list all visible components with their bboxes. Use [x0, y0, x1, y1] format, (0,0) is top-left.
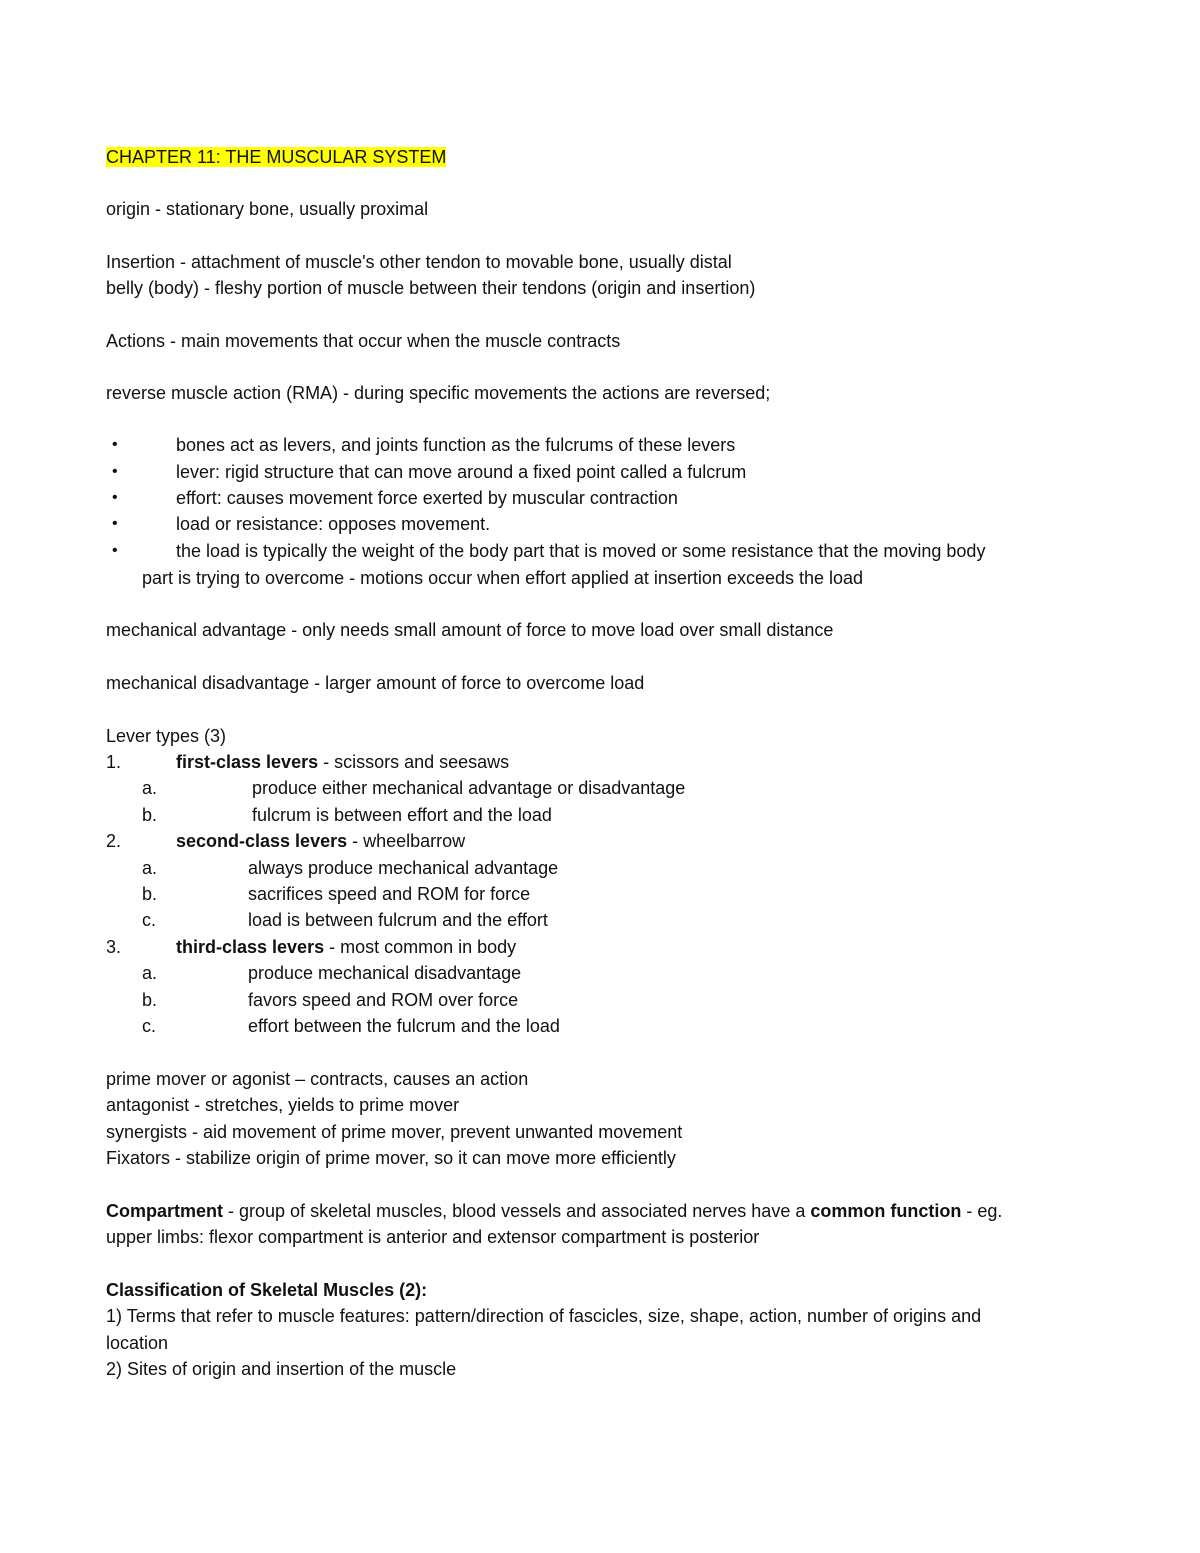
lever-item: [176, 830, 465, 852]
sub-letter: c.: [142, 1016, 157, 1036]
lever-number: 3.: [106, 937, 122, 957]
lever-number: 2.: [106, 831, 122, 851]
bullet-item: load or resistance: opposes movement.: [176, 514, 491, 534]
lever-item: [176, 751, 509, 773]
sub-item: produce either mechanical advantage or disadvantage: [252, 778, 686, 798]
mechanical-disadvantage: mechanical disadvantage - larger amount of force to overcome load: [106, 673, 645, 693]
classification-text: Sites of origin and insertion of the muscle: [122, 1359, 457, 1379]
bullet-marker: •: [112, 436, 118, 453]
lever-desc: - wheelbarrow: [347, 831, 466, 851]
compartment-desc-eg: - eg.: [961, 1201, 1003, 1221]
lever-name: first-class levers: [176, 752, 319, 772]
lever-item: [176, 936, 516, 958]
classification-heading: Classification of Skeletal Muscles (2):: [106, 1280, 428, 1300]
lever-desc: - most common in body: [324, 937, 517, 957]
lever-desc: - scissors and seesaws: [318, 752, 510, 772]
definition-rma: reverse muscle action (RMA) - during specific movements the actions are reversed;: [106, 383, 771, 403]
classification-item-1-continuation: location: [106, 1333, 169, 1353]
bullet-item: effort: causes movement force exerted by muscular contraction: [176, 488, 678, 508]
compartment-example: upper limbs: flexor compartment is anterior and extensor compartment is posterior: [106, 1227, 760, 1247]
sub-item: effort between the fulcrum and the load: [248, 1016, 560, 1036]
sub-item: sacrifices speed and ROM for force: [248, 884, 531, 904]
bullet-marker: •: [112, 463, 118, 480]
definition-actions: Actions - main movements that occur when the muscle contracts: [106, 331, 621, 351]
definition-belly: belly (body) - fleshy portion of muscle between their tendons (origin and insertion): [106, 278, 756, 298]
classification-item-1: [106, 1305, 981, 1327]
sub-item: load is between fulcrum and the effort: [248, 910, 548, 930]
compartment-definition: [106, 1200, 1002, 1222]
lever-types-heading: Lever types (3): [106, 726, 227, 746]
bullet-marker: •: [112, 515, 118, 532]
classification-item-2: [106, 1358, 456, 1380]
sub-item: fulcrum is between effort and the load: [252, 805, 552, 825]
bullet-item: the load is typically the weight of the body part that is moved or some resistance that the moving body: [176, 541, 986, 561]
compartment-term-common-function: common function: [810, 1201, 962, 1221]
role-prime-mover: prime mover or agonist – contracts, causes an action: [106, 1069, 529, 1089]
sub-letter: c.: [142, 910, 157, 930]
classification-number: 1): [106, 1306, 123, 1326]
role-fixators: Fixators - stabilize origin of prime mover, so it can move more efficiently: [106, 1148, 676, 1168]
role-antagonist: antagonist - stretches, yields to prime mover: [106, 1095, 460, 1115]
lever-name: third-class levers: [176, 937, 325, 957]
sub-letter: b.: [142, 884, 158, 904]
compartment-desc: - group of skeletal muscles, blood vessels and associated nerves have a: [223, 1201, 811, 1221]
sub-letter: a.: [142, 858, 158, 878]
definition-insertion: Insertion - attachment of muscle's other tendon to movable bone, usually distal: [106, 252, 732, 272]
compartment-term: Compartment: [106, 1201, 224, 1221]
mechanical-advantage: mechanical advantage - only needs small amount of force to move load over small distance: [106, 620, 834, 640]
sub-item: favors speed and ROM over force: [248, 990, 519, 1010]
chapter-title-text: CHAPTER 11: THE MUSCULAR SYSTEM: [106, 147, 447, 167]
chapter-title: [106, 146, 446, 168]
bullet-item: bones act as levers, and joints function as the fulcrums of these levers: [176, 435, 736, 455]
sub-letter: a.: [142, 963, 158, 983]
bullet-item-continuation: part is trying to overcome - motions occur when effort applied at insertion exceeds the load: [142, 568, 864, 588]
sub-letter: b.: [142, 990, 158, 1010]
sub-letter: b.: [142, 805, 158, 825]
definition-origin: origin - stationary bone, usually proximal: [106, 199, 429, 219]
bullet-marker: •: [112, 542, 118, 559]
bullet-item: lever: rigid structure that can move around a fixed point called a fulcrum: [176, 462, 747, 482]
sub-item: always produce mechanical advantage: [248, 858, 559, 878]
classification-number: 2): [106, 1359, 123, 1379]
sub-item: produce mechanical disadvantage: [248, 963, 522, 983]
classification-text: Terms that refer to muscle features: pattern/direction of fascicles, size, shape, action, number of origins and: [122, 1306, 982, 1326]
bullet-marker: •: [112, 489, 118, 506]
lever-number: 1.: [106, 752, 122, 772]
sub-letter: a.: [142, 778, 158, 798]
role-synergists: synergists - aid movement of prime mover, prevent unwanted movement: [106, 1122, 683, 1142]
lever-name: second-class levers: [176, 831, 348, 851]
